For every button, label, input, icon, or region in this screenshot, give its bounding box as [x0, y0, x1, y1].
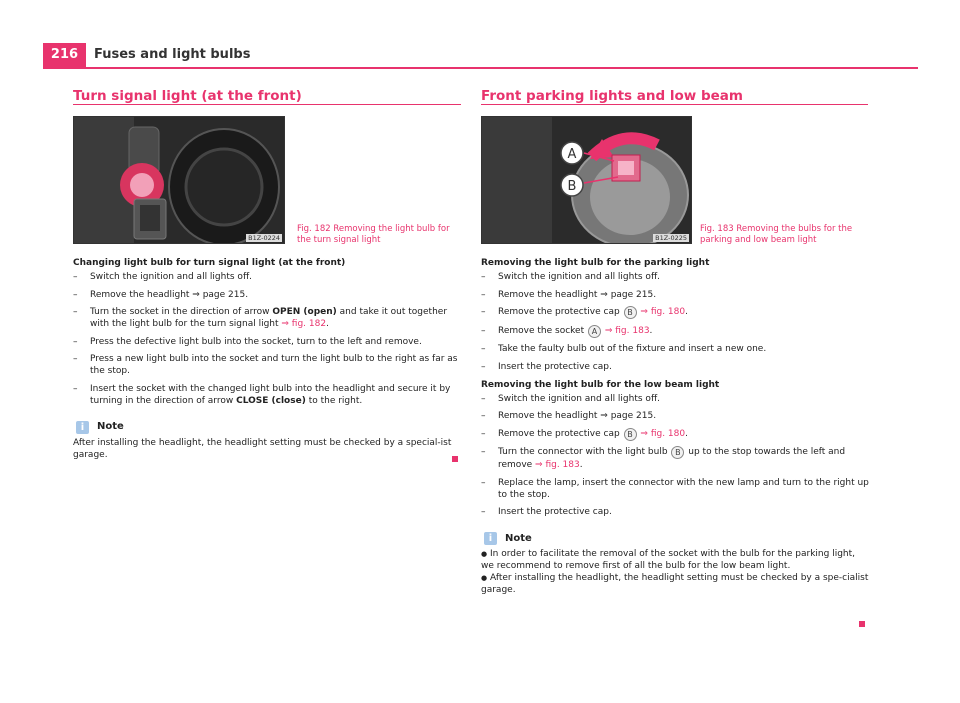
figure-ref-link[interactable]: ⇒ fig. 183: [535, 460, 580, 470]
right-column-text: [481, 257, 869, 596]
right-step: – Remove the protective cap B ⇒ fig. 180.: [481, 307, 688, 317]
left-note-header: [73, 421, 463, 434]
figure-ref-link[interactable]: ⇒ fig. 183: [604, 325, 650, 336]
right-step: – Replace the lamp, insert the connector with the new lamp and turn to the right up to the stop.: [481, 477, 869, 500]
right-step: – Remove the headlight ⇒ page 215.: [481, 411, 657, 421]
figure-label-b: B: [567, 179, 577, 194]
info-icon: i: [76, 421, 89, 434]
right-note-header: [481, 532, 869, 545]
headlight-parking-lowbeam-photo: [482, 117, 691, 243]
right-step: – Insert the protective cap.: [481, 507, 612, 517]
headlight-turn-signal-photo: [74, 117, 284, 243]
left-column-text: [73, 257, 463, 461]
figure-182-caption: Fig. 182 Removing the light bulb for the turn signal light: [297, 224, 450, 245]
left-step: – Switch the ignition and all lights off.: [73, 272, 252, 282]
left-step: – Press a new light bulb into the socket and turn the light bulb to the right as far as the stop.: [73, 354, 458, 376]
left-section-rule: [73, 104, 461, 105]
end-mark-icon: [452, 456, 458, 462]
page-header-title: Fuses and light bulbs: [94, 47, 251, 62]
figure-ref-link[interactable]: ⇒ fig. 182: [281, 319, 327, 329]
note-title: Note: [97, 421, 124, 432]
right-step: – Turn the connector with the light bulb B up to the stop towards the left and remove ⇒ fig. 183.: [481, 447, 846, 470]
left-step: – Remove the headlight ⇒ page 215.: [73, 289, 249, 300]
label-a-circle: A: [588, 325, 601, 338]
figure-182-image: [73, 116, 285, 244]
header-rule: [43, 67, 918, 69]
left-subheading: Changing light bulb for turn signal light (at the front): [73, 258, 346, 268]
left-step: – Turn the socket in the direction of arrow OPEN (open) and take it out together with the light bulb for the turn signal light ⇒ fig. 182.: [73, 307, 448, 329]
label-b-circle: B: [624, 428, 637, 441]
right-subheading-parking: Removing the light bulb for the parking light: [481, 258, 710, 268]
left-step: – Insert the socket with the changed light bulb into the headlight and secure it by turning in the direction of arrow CLOSE (close) to the right.: [73, 383, 451, 406]
figure-ref-link[interactable]: ⇒ fig. 180: [640, 307, 686, 317]
figure-label-a: A: [567, 147, 577, 162]
label-b-circle: B: [624, 306, 637, 319]
right-section-rule: [481, 104, 868, 105]
right-note-bullet: ● After installing the headlight, the headlight setting must be checked by a spe-cialist garage.: [481, 573, 869, 595]
right-step: – Remove the headlight ⇒ page 215.: [481, 289, 657, 300]
right-step: – Switch the ignition and all lights off.: [481, 393, 660, 404]
figure-183-image: [481, 116, 692, 244]
info-icon: i: [484, 532, 497, 545]
page-number: 216: [43, 43, 86, 67]
note-title: Note: [505, 532, 532, 544]
right-step: – Take the faulty bulb out of the fixture and insert a new one.: [481, 344, 767, 354]
right-section-title: Front parking lights and low beam: [481, 88, 743, 104]
figure-183-caption: Fig. 183 Removing the bulbs for the parking and low beam light: [700, 224, 853, 245]
figure-ref-link[interactable]: ⇒ fig. 180: [640, 428, 686, 439]
right-step: – Remove the protective cap B ⇒ fig. 180.: [481, 428, 688, 439]
figure-182-code: B1Z-0224: [248, 234, 280, 242]
left-section-title: Turn signal light (at the front): [73, 88, 302, 104]
label-b-circle: B: [671, 446, 684, 459]
right-note-bullet: ● In order to facilitate the removal of the socket with the bulb for the parking light, we recommend to remove first of all the bulb for the low beam light.: [481, 549, 856, 571]
right-step: – Remove the socket A ⇒ fig. 183.: [481, 325, 653, 336]
left-note-text: After installing the headlight, the headlight setting must be checked by a special-ist garage.: [73, 437, 452, 460]
left-step: – Press the defective light bulb into the socket, turn to the left and remove.: [73, 336, 422, 347]
end-mark-icon: [859, 621, 865, 627]
right-step: – Switch the ignition and all lights off.: [481, 272, 660, 282]
right-step: – Insert the protective cap.: [481, 361, 612, 372]
figure-183-code: B1Z-0225: [655, 234, 687, 242]
right-subheading-lowbeam: Removing the light bulb for the low beam light: [481, 379, 720, 390]
